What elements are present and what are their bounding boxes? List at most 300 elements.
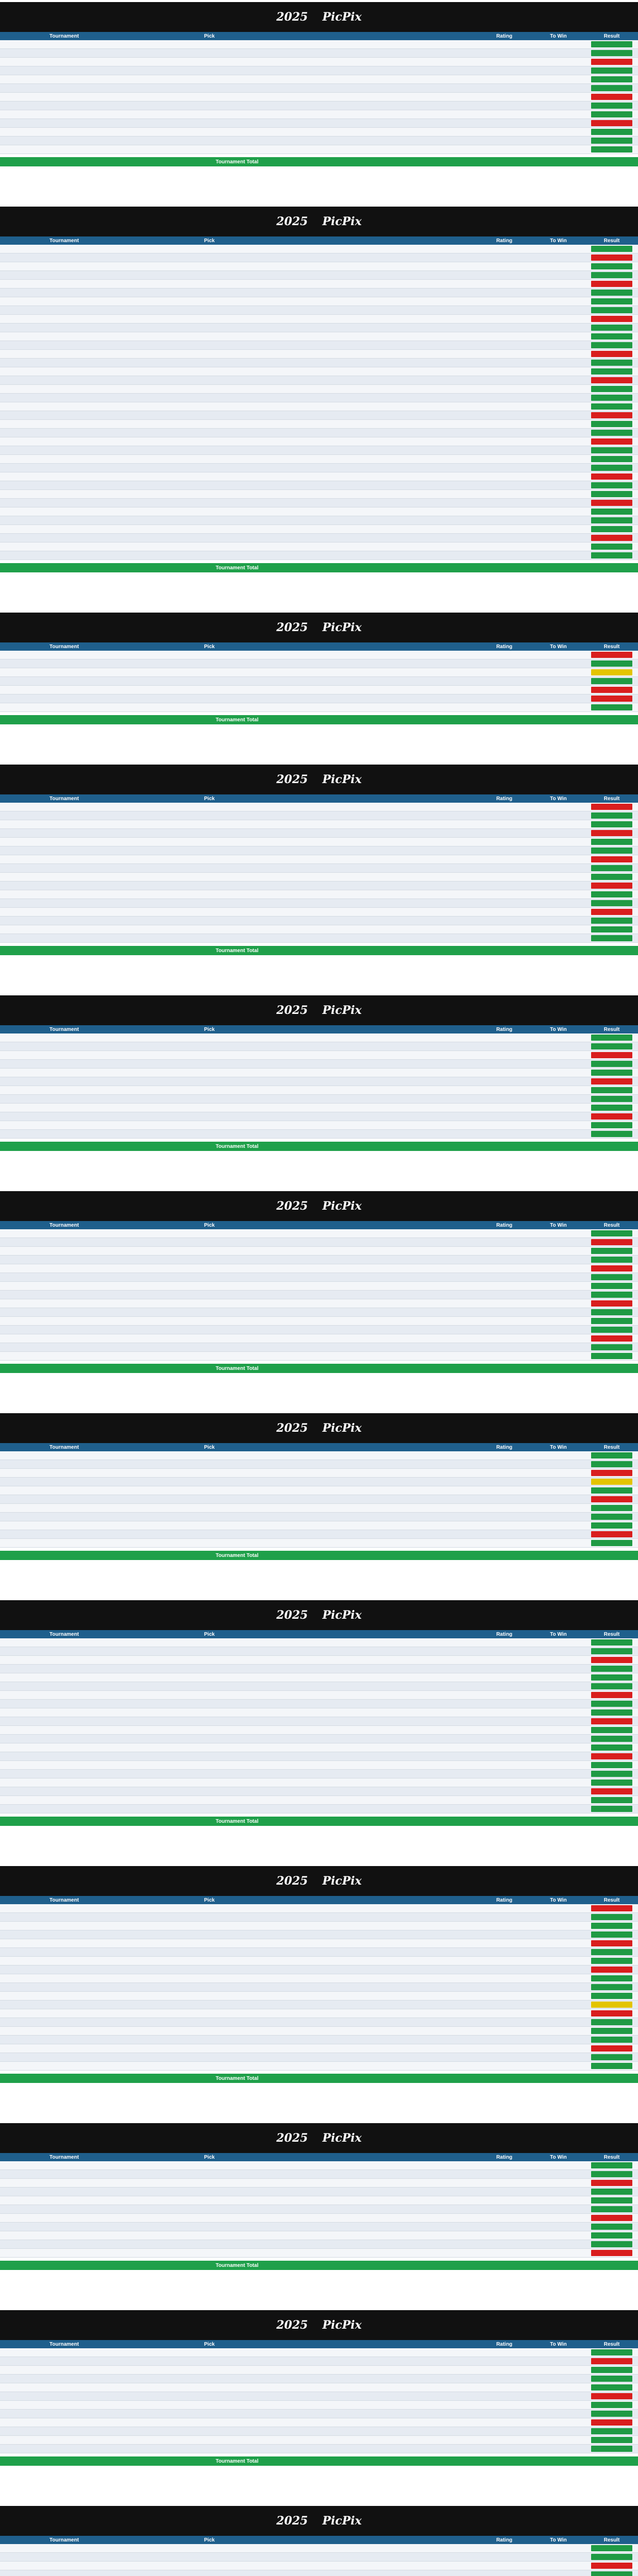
tournament-total-bar [0, 1551, 638, 1560]
cell-result [585, 1744, 638, 1751]
table-row [0, 315, 638, 324]
cell-result [585, 76, 638, 82]
table-row [0, 1042, 638, 1051]
cell-result [585, 1122, 638, 1128]
result-badge [591, 465, 632, 471]
banner-brand-logo: PicPix [322, 1004, 362, 1017]
cell-result [585, 1806, 638, 1812]
table-row [0, 820, 638, 829]
table-row [0, 1308, 638, 1317]
col-header-tournament: Tournament [49, 238, 79, 244]
banner-brand-logo: PicPix [322, 2318, 362, 2332]
result-badge [591, 1300, 632, 1307]
result-badge [591, 552, 632, 558]
col-header-tournament: Tournament [49, 1631, 79, 1637]
result-badge [591, 129, 632, 135]
result-badge [591, 1479, 632, 1485]
cell-result [585, 1344, 638, 1350]
table-row [0, 1717, 638, 1726]
table-row [0, 838, 638, 846]
col-header-result: Result [603, 643, 620, 650]
table-row [0, 145, 638, 154]
result-badge [591, 909, 632, 915]
result-badge [591, 669, 632, 675]
result-badge [591, 874, 632, 880]
tournament-section [0, 613, 638, 724]
table-row [0, 1948, 638, 1957]
tournament-section [0, 1413, 638, 1560]
result-badge [591, 1727, 632, 1733]
table-row [0, 350, 638, 359]
result-badge [591, 103, 632, 109]
result-badge [591, 1265, 632, 1272]
section-banner [0, 765, 638, 794]
col-header-pick: Pick [204, 2154, 215, 2160]
cell-result [585, 146, 638, 152]
result-badge [591, 2419, 632, 2426]
cell-result [585, 1692, 638, 1698]
table-row [0, 2036, 638, 2044]
table-row [0, 1965, 638, 1974]
cell-result [585, 856, 638, 862]
result-badge [591, 1496, 632, 1502]
col-header-rating: Rating [496, 1222, 513, 1228]
cell-result [585, 1496, 638, 1502]
table-row [0, 66, 638, 75]
cell-result [585, 272, 638, 278]
cell-result [585, 395, 638, 401]
cell-result [585, 1931, 638, 1938]
cell-result [585, 2437, 638, 2443]
cell-result [585, 1718, 638, 1724]
cell-result [585, 1265, 638, 1272]
table-row [0, 1787, 638, 1796]
section-banner [0, 1413, 638, 1443]
result-badge [591, 918, 632, 924]
table-row [0, 93, 638, 101]
result-badge [591, 1105, 632, 1111]
result-badge [591, 1353, 632, 1359]
cell-result [585, 1487, 638, 1494]
result-badge [591, 1052, 632, 1058]
table-row [0, 1282, 638, 1291]
table-row [0, 864, 638, 873]
cell-result [585, 1709, 638, 1716]
cell-result [585, 935, 638, 941]
cell-result [585, 2224, 638, 2230]
table-row [0, 464, 638, 472]
result-badge [591, 2215, 632, 2221]
table-row [0, 1778, 638, 1787]
banner-year: 2025 [276, 215, 308, 228]
section-banner [0, 1866, 638, 1896]
table-row [0, 1726, 638, 1735]
col-header-result: Result [603, 2537, 620, 2543]
table-row [0, 1530, 638, 1539]
result-badge [591, 1736, 632, 1742]
table-row [0, 332, 638, 341]
table-row [0, 1691, 638, 1700]
tournament-total-label: Tournament Total [215, 717, 259, 723]
result-badge [591, 2028, 632, 2034]
result-badge [591, 1940, 632, 1946]
cell-result [585, 2010, 638, 2016]
result-badge [591, 2376, 632, 2382]
result-badge [591, 76, 632, 82]
result-badge [591, 482, 632, 488]
table-row [0, 1922, 638, 1930]
table-row [0, 58, 638, 66]
table-row [0, 829, 638, 838]
table-row [0, 1460, 638, 1469]
table-row [0, 1939, 638, 1948]
result-badge [591, 544, 632, 550]
banner-year: 2025 [276, 10, 308, 24]
result-badge [591, 1905, 632, 1911]
table-row [0, 1247, 638, 1256]
cell-result [585, 421, 638, 427]
result-badge [591, 883, 632, 889]
cell-result [585, 1318, 638, 1324]
cell-result [585, 830, 638, 836]
section-banner [0, 1600, 638, 1630]
banner-brand-logo: PicPix [322, 621, 362, 634]
col-header-to-win: To Win [550, 33, 567, 39]
tournament-total-label: Tournament Total [215, 565, 259, 571]
cell-result [585, 1300, 638, 1307]
table-row [0, 262, 638, 271]
table-row [0, 429, 638, 437]
result-badge [591, 812, 632, 819]
tournament-section [0, 2123, 638, 2270]
pick-rows [0, 2348, 638, 2453]
table-row [0, 1229, 638, 1238]
cell-result [585, 482, 638, 488]
table-row [0, 271, 638, 280]
result-badge [591, 1806, 632, 1812]
table-row [0, 1992, 638, 2001]
cell-result [585, 2411, 638, 2417]
table-row [0, 1805, 638, 1814]
pick-rows [0, 2161, 638, 2258]
cell-result [585, 1788, 638, 1794]
table-row [0, 1495, 638, 1504]
pick-rows [0, 245, 638, 560]
table-row [0, 1478, 638, 1486]
result-badge [591, 412, 632, 418]
result-badge [591, 2189, 632, 2195]
result-badge [591, 2224, 632, 2230]
result-badge [591, 696, 632, 702]
table-row [0, 1930, 638, 1939]
result-badge [591, 926, 632, 933]
table-row [0, 890, 638, 899]
cell-result [585, 50, 638, 56]
table-row [0, 2562, 638, 2570]
result-badge [591, 935, 632, 941]
table-row [0, 1743, 638, 1752]
cell-result [585, 129, 638, 135]
result-badge [591, 456, 632, 462]
tournament-section [0, 2, 638, 166]
table-row [0, 534, 638, 543]
result-badge [591, 1230, 632, 1236]
tournament-section [0, 2506, 638, 2576]
result-badge [591, 1967, 632, 1973]
cell-result [585, 652, 638, 658]
table-row [0, 507, 638, 516]
tournament-total-label: Tournament Total [215, 159, 259, 165]
cell-result [585, 1274, 638, 1280]
result-badge [591, 2171, 632, 2177]
col-header-tournament: Tournament [49, 1444, 79, 1450]
banner-year: 2025 [276, 1199, 308, 1213]
cell-result [585, 660, 638, 667]
table-row [0, 543, 638, 551]
table-row [0, 882, 638, 890]
section-banner [0, 613, 638, 642]
table-row [0, 2188, 638, 2196]
cell-result [585, 669, 638, 675]
col-header-to-win: To Win [550, 1444, 567, 1450]
cell-result [585, 696, 638, 702]
table-row [0, 84, 638, 93]
result-badge [591, 1096, 632, 1102]
column-header-row [0, 2536, 638, 2544]
result-badge [591, 1718, 632, 1724]
table-row [0, 437, 638, 446]
table-row [0, 119, 638, 128]
table-row [0, 253, 638, 262]
result-badge [591, 138, 632, 144]
col-header-to-win: To Win [550, 1222, 567, 1228]
table-row [0, 481, 638, 490]
result-badge [591, 272, 632, 278]
cell-result [585, 2554, 638, 2560]
cell-result [585, 2206, 638, 2212]
cell-result [585, 342, 638, 348]
column-header-row [0, 1221, 638, 1229]
table-row [0, 1539, 638, 1548]
banner-brand-logo: PicPix [322, 1199, 362, 1213]
result-badge [591, 1061, 632, 1067]
table-row [0, 855, 638, 864]
table-row [0, 1299, 638, 1308]
table-row [0, 1469, 638, 1478]
result-badge [591, 290, 632, 296]
table-row [0, 1521, 638, 1530]
result-badge [591, 2428, 632, 2434]
result-badge [591, 263, 632, 269]
cell-result [585, 1780, 638, 1786]
result-badge [591, 386, 632, 392]
banner-brand-logo: PicPix [322, 1608, 362, 1622]
table-row [0, 446, 638, 455]
col-header-rating: Rating [496, 1897, 513, 1903]
cell-result [585, 1514, 638, 1520]
result-badge [591, 2437, 632, 2443]
cell-result [585, 1984, 638, 1990]
tournament-section [0, 2310, 638, 2466]
table-row [0, 1682, 638, 1691]
table-row [0, 1904, 638, 1913]
result-badge [591, 298, 632, 304]
result-badge [591, 2411, 632, 2417]
cell-result [585, 1070, 638, 1076]
cell-result [585, 517, 638, 523]
cell-result [585, 2189, 638, 2195]
result-badge [591, 368, 632, 375]
tournament-section [0, 1866, 638, 2083]
pick-rows [0, 1451, 638, 1548]
table-row [0, 2392, 638, 2401]
cell-result [585, 2019, 638, 2025]
result-badge [591, 1958, 632, 1964]
result-badge [591, 1639, 632, 1646]
result-badge [591, 2037, 632, 2043]
cell-result [585, 465, 638, 471]
cell-result [585, 2349, 638, 2355]
col-header-tournament: Tournament [49, 1897, 79, 1903]
cell-result [585, 1531, 638, 1537]
result-badge [591, 1540, 632, 1546]
cell-result [585, 1505, 638, 1511]
table-row [0, 306, 638, 315]
result-badge [591, 246, 632, 252]
result-badge [591, 848, 632, 854]
cell-result [585, 1309, 638, 1315]
table-row [0, 1656, 638, 1665]
col-header-rating: Rating [496, 2341, 513, 2347]
table-row [0, 2383, 638, 2392]
result-badge [591, 2545, 632, 2551]
cell-result [585, 1727, 638, 1733]
result-badge [591, 2384, 632, 2391]
cell-result [585, 500, 638, 506]
result-badge [591, 1070, 632, 1076]
table-row [0, 694, 638, 703]
tournament-section [0, 995, 638, 1151]
table-row [0, 420, 638, 429]
col-header-rating: Rating [496, 2537, 513, 2543]
result-badge [591, 50, 632, 56]
tournament-total-bar [0, 2456, 638, 2466]
col-header-tournament: Tournament [49, 1222, 79, 1228]
result-badge [591, 1335, 632, 1342]
result-badge [591, 1318, 632, 1324]
cell-result [585, 1113, 638, 1120]
cell-result [585, 544, 638, 550]
cell-result [585, 1096, 638, 1102]
table-row [0, 925, 638, 934]
tournament-total-bar [0, 946, 638, 955]
cell-result [585, 333, 638, 340]
table-row [0, 2027, 638, 2036]
result-badge [591, 1914, 632, 1920]
banner-year: 2025 [276, 1421, 308, 1435]
result-badge [591, 2206, 632, 2212]
cell-result [585, 1087, 638, 1093]
cell-result [585, 298, 638, 304]
col-header-tournament: Tournament [49, 643, 79, 650]
table-row [0, 2418, 638, 2427]
cell-result [585, 1035, 638, 1041]
col-header-to-win: To Win [550, 2537, 567, 2543]
table-row [0, 1077, 638, 1086]
result-badge [591, 704, 632, 710]
table-row [0, 101, 638, 110]
table-row [0, 289, 638, 297]
table-row [0, 385, 638, 394]
result-badge [591, 1709, 632, 1716]
section-banner [0, 207, 638, 236]
banner-brand-logo: PicPix [322, 1874, 362, 1888]
result-badge [591, 421, 632, 427]
banner-brand-logo: PicPix [322, 10, 362, 24]
table-row [0, 2570, 638, 2576]
tournament-total-bar [0, 2074, 638, 2083]
col-header-to-win: To Win [550, 2341, 567, 2347]
table-row [0, 917, 638, 925]
result-badge [591, 255, 632, 261]
cell-result [585, 111, 638, 117]
col-header-result: Result [603, 1222, 620, 1228]
table-row [0, 1051, 638, 1060]
cell-result [585, 1131, 638, 1137]
result-badge [591, 111, 632, 117]
tournament-section [0, 207, 638, 572]
col-header-to-win: To Win [550, 238, 567, 244]
result-badge [591, 325, 632, 331]
table-row [0, 1708, 638, 1717]
cell-result [585, 1540, 638, 1546]
cell-result [585, 1736, 638, 1742]
col-header-result: Result [603, 33, 620, 39]
result-badge [591, 1648, 632, 1654]
cell-result [585, 1914, 638, 1920]
cell-result [585, 67, 638, 74]
col-header-rating: Rating [496, 1444, 513, 1450]
result-badge [591, 1531, 632, 1537]
result-badge [591, 2563, 632, 2569]
table-row [0, 873, 638, 882]
table-row [0, 1974, 638, 1983]
cell-result [585, 2545, 638, 2551]
result-badge [591, 2232, 632, 2239]
result-badge [591, 1274, 632, 1280]
cell-result [585, 447, 638, 453]
banner-year: 2025 [276, 2131, 308, 2145]
table-row [0, 1638, 638, 1647]
table-row [0, 455, 638, 464]
result-badge [591, 830, 632, 836]
result-badge [591, 1683, 632, 1689]
cell-result [585, 59, 638, 65]
cell-result [585, 2358, 638, 2364]
cell-result [585, 704, 638, 710]
table-row [0, 297, 638, 306]
col-header-pick: Pick [204, 1897, 215, 1903]
table-row [0, 2179, 638, 2188]
table-row [0, 1770, 638, 1778]
table-row [0, 376, 638, 385]
cell-result [585, 2419, 638, 2426]
table-row [0, 402, 638, 411]
table-row [0, 2401, 638, 2410]
cell-result [585, 2563, 638, 2569]
table-row [0, 367, 638, 376]
col-header-to-win: To Win [550, 643, 567, 650]
